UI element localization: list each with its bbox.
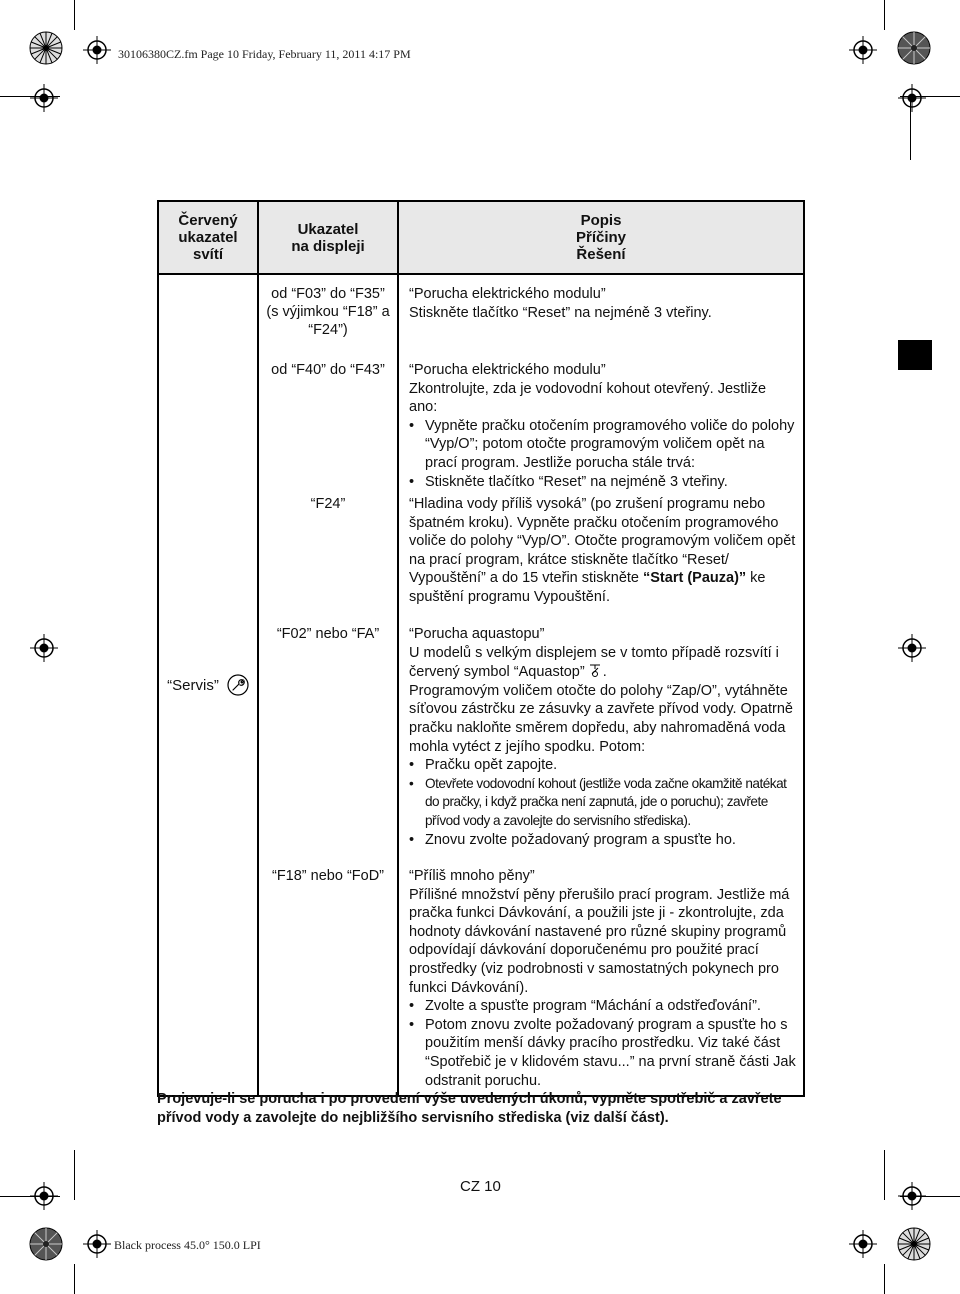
table-row	[259, 857, 803, 1095]
registration-mark-icon	[898, 84, 926, 112]
star-target-icon	[896, 30, 932, 66]
description: “Porucha elektrického modulu” Zkontrolujte, zda je vodovodní kohout otevřený. Jestliže ano: • Vypněte pračku otočením programového voliče do polohy “Vyp/O”; potom otočte programovým voličem opět na prací program. Jestliže porucha stále trvá: • Stiskněte tlačítko “Reset” na nejméně 3 vteřiny.	[399, 351, 803, 485]
header-red-indicator: Červený ukazatel svítí	[159, 202, 259, 273]
registration-mark-icon	[30, 84, 58, 112]
description: “Příliš mnoho pěny” Přílišné množství pěny přerušilo prací program. Jestliže má pračka funkci Dávkování, a použili jste ji - zkontrolujte, zda hodnoty dávkování nastavené pro různé skupiny programů odpovídají dávkování doporučenému pro použité prací prostředky (viz podrobnosti v samostatných pokynech pro funkci Dávkování). • Zvolte a spusťte program “Máchání a odstřeďování”. • Potom znovu zvolte požadovaný program a spusťte ho s použitím menší dávky pracího prostředku. Viz také část “Spotřebič je v klidovém stavu...” na první straně části Jak odstranit poruchu.	[399, 857, 803, 1095]
crop-mark	[884, 0, 885, 30]
star-target-icon	[28, 30, 64, 66]
display-code: “F24”	[259, 485, 399, 615]
bullet-item: • Stiskněte tlačítko “Reset” na nejméně 3 vteřiny.	[409, 473, 797, 492]
star-target-icon	[28, 1226, 64, 1262]
table-row	[259, 351, 803, 490]
table-row	[259, 615, 803, 857]
print-slug-top: 30106380CZ.fm Page 10 Friday, February 11, 2011 4:17 PM	[118, 47, 411, 61]
display-code: “F18” nebo “FoD”	[259, 857, 399, 1095]
header-description: Popis Příčiny Řešení	[575, 212, 627, 263]
crop-mark	[884, 1150, 885, 1200]
display-code: od “F03” do “F35” (s výjimkou “F18” a “F24”)	[259, 275, 399, 351]
bullet-item: • Znovu zvolte požadovaný program a spusťte ho.	[409, 831, 797, 850]
servis-label: “Servis”	[167, 676, 219, 694]
registration-mark-icon	[30, 1182, 58, 1210]
crop-mark	[74, 1264, 75, 1294]
registration-mark-icon	[849, 36, 877, 64]
bullet-item: • Pračku opět zapojte.	[409, 756, 797, 775]
footer-note: Projevuje-li se porucha i po provedení výše uvedených úkonů, vypněte spotřebič a zavřete přívod vody a zavolejte do nejbližšího servisního střediska (viz další část).	[157, 1091, 782, 1126]
table-row	[259, 485, 803, 615]
registration-mark-icon	[849, 1230, 877, 1258]
description: “Porucha aquastopu” U modelů s velkým displejem se v tomto případě rozsvítí i červený symbol “Aquastop” . Programovým voličem otočte do polohy “Zap/O”, vytáhněte síťovou zástrčku ze zásuvky a zavřete přívod vody. Opatrně pračku nakloňte směrem dopředu, aby nahromaděná voda mohla vytéct z jejího spodku. Potom: • Pračku opět zapojte. • Otevřete vodovodní kohout (jestliže voda začne okamžitě natékat do pračky, i když pračka není zapnutá, jde o poruchu); zavřete přívod vody a zavolejte do servisního střediska). • Znovu zvolte požadovaný program a spusťte ho.	[399, 615, 803, 857]
registration-mark-icon	[83, 1230, 111, 1258]
rows-container	[259, 275, 803, 1095]
wrench-icon	[227, 674, 249, 696]
registration-mark-icon	[30, 634, 58, 662]
bullet-item: • Potom znovu zvolte požadovaný program a spusťte ho s použitím menší dávky pracího prostředku. Viz také část “Spotřebič je v klidovém stavu...” na první straně části Jak odstranit poruchu.	[409, 1016, 797, 1090]
description: “Hladina vody příliš vysoká” (po zrušení programu nebo špatném kroku). Vypněte pračku otočením programového voliče do polohy “Vyp/O”. Otočte programovým voličem opět na prací program, krátce stiskněte tlačítko “Reset/ Vypouštění” a do 15 vteřin stiskněte “Start (Pauza)” ke spuštění programu Vypouštění.	[409, 496, 796, 605]
aquastop-icon	[587, 662, 603, 678]
header-display-indicator: Ukazatel na displeji	[259, 202, 399, 273]
bullet-item: • Zvolte a spusťte program “Máchání a odstřeďování”.	[409, 997, 797, 1016]
table-body	[159, 275, 803, 1095]
star-target-icon	[896, 1226, 932, 1262]
bullet-item: • Otevřete vodovodní kohout (jestliže voda začne okamžitě natékat do pračky, i když pračka není zapnutá, jde o poruchu); zavřete přívod vody a zavolejte do servisního střediska).	[409, 775, 797, 831]
error-codes-table	[157, 200, 805, 1097]
registration-mark-icon	[898, 1182, 926, 1210]
display-code: od “F40” do “F43”	[259, 351, 399, 485]
servis-indicator-cell	[159, 275, 259, 1095]
registration-mark-icon	[898, 634, 926, 662]
print-slug-bottom: Black process 45.0° 150.0 LPI	[114, 1238, 261, 1252]
table-header	[159, 202, 803, 275]
display-code: “F02” nebo “FA”	[259, 615, 399, 857]
registration-mark-icon	[83, 36, 111, 64]
description: “Porucha elektrického modulu” Stiskněte tlačítko “Reset” na nejméně 3 vteřiny.	[409, 286, 712, 321]
bullet-item: • Vypněte pračku otočením programového voliče do polohy “Vyp/O”; potom otočte programovým voličem opět na prací program. Jestliže porucha stále trvá:	[409, 417, 797, 473]
crop-mark	[884, 1264, 885, 1294]
section-thumb-tab	[898, 340, 932, 370]
crop-mark	[74, 0, 75, 30]
table-row	[259, 275, 803, 351]
page-number: CZ 10	[460, 1178, 501, 1195]
crop-mark	[74, 1150, 75, 1200]
